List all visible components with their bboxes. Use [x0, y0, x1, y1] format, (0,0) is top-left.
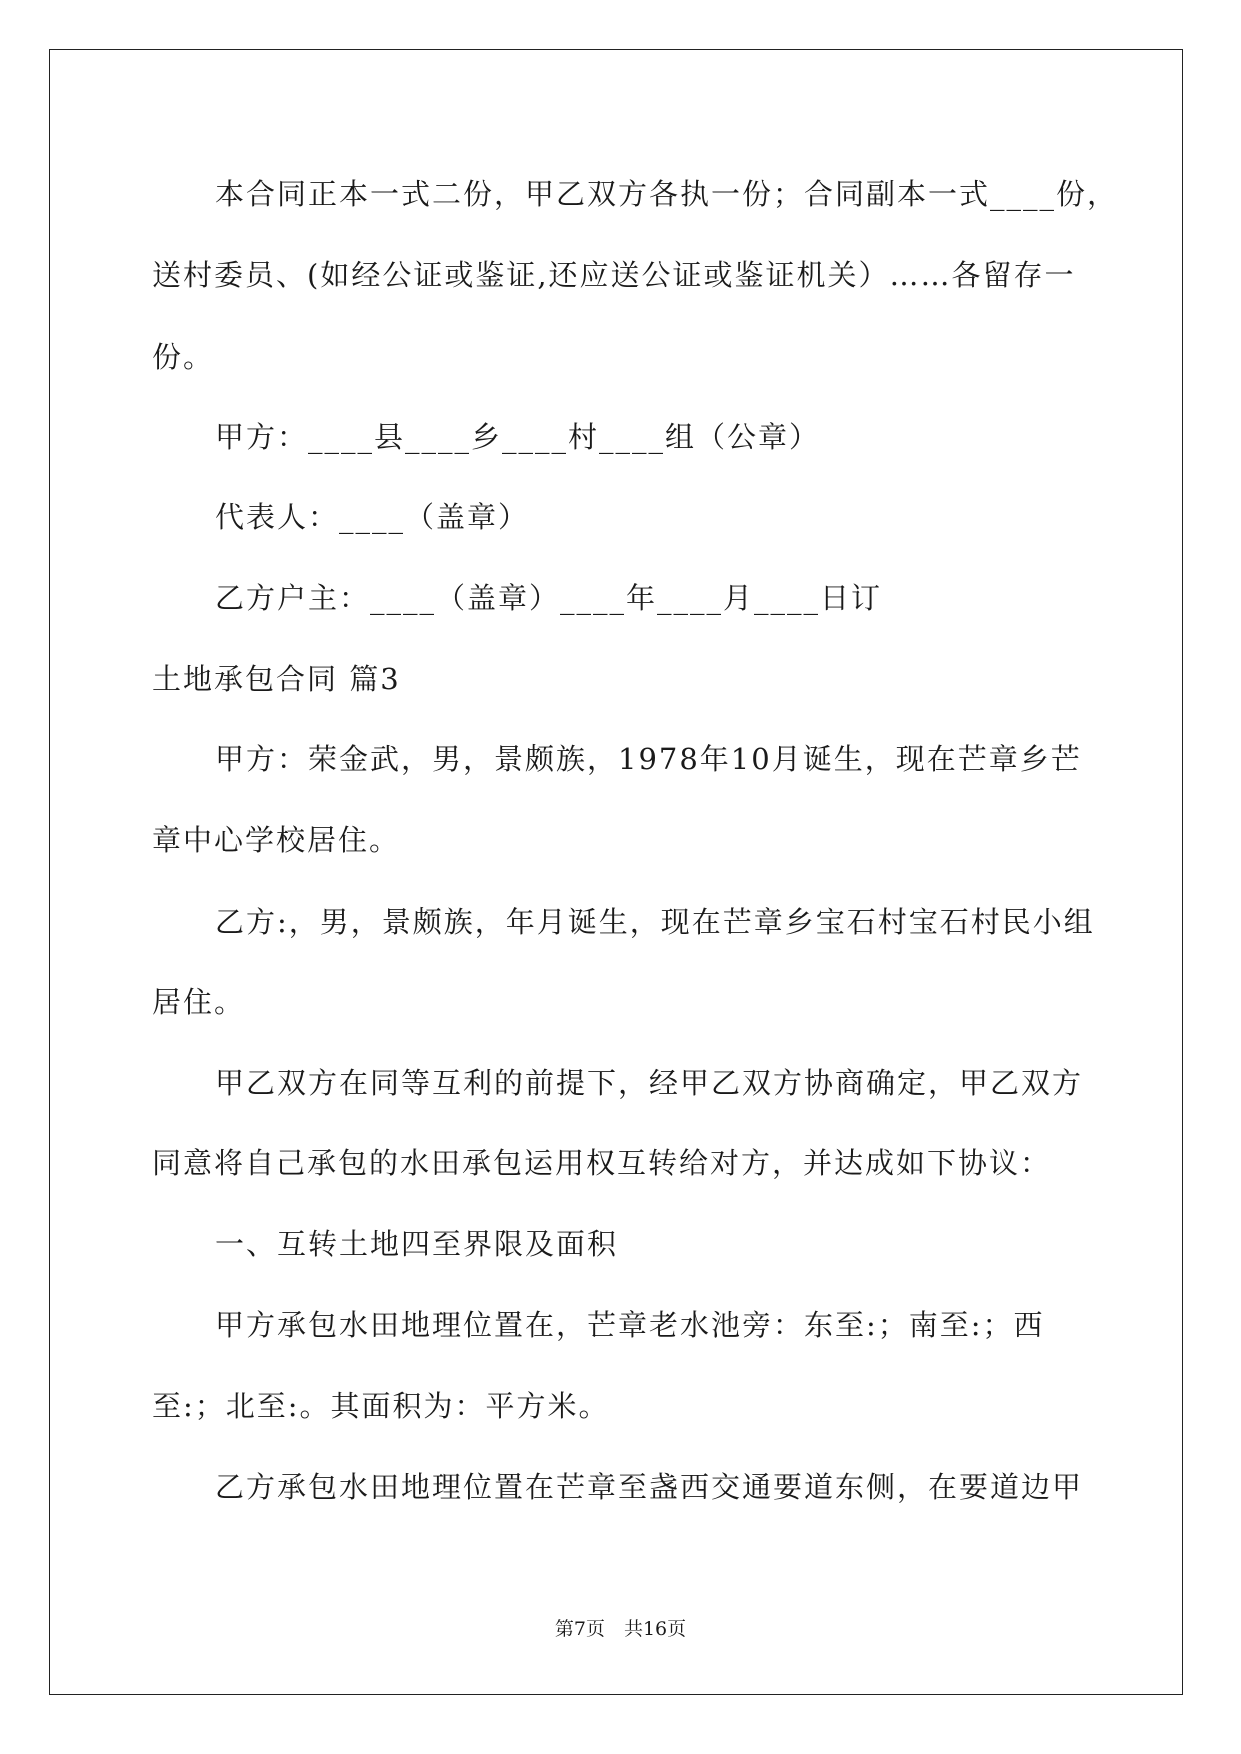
paragraph-line: 甲乙双方在同等互利的前提下，经甲乙双方协商确定，甲乙双方: [215, 1066, 1084, 1100]
paragraph-line: 乙方:，男，景颇族，年月诞生，现在芒章乡宝石村宝石村民小组: [215, 905, 1095, 939]
page-border: [49, 49, 1183, 1695]
party-a-seal-line: 甲方：____县____乡____村____组（公章）: [215, 420, 821, 454]
paragraph-line: 甲方承包水田地理位置在，芒章老水池旁：东至:；南至:；西: [215, 1308, 1045, 1342]
paragraph-line: 章中心学校居住。: [152, 823, 401, 857]
paragraph-line: 居住。: [152, 985, 246, 1019]
party-b-signature-line: 乙方户主：____（盖章）____年____月____日订: [215, 581, 883, 615]
page-number-footer: 第7页 共16页: [554, 1618, 687, 1640]
clause-heading: 一、互转土地四至界限及面积: [215, 1227, 619, 1261]
paragraph-line: 送村委员、(如经公证或鉴证,还应送公证或鉴证机关）……各留存一: [152, 258, 1076, 292]
paragraph-line: 乙方承包水田地理位置在芒章至盏西交通要道东侧，在要道边甲: [215, 1470, 1084, 1504]
paragraph-line: 同意将自己承包的水田承包运用权互转给对方，并达成如下协议：: [152, 1146, 1052, 1180]
paragraph-line: 本合同正本一式二份，甲乙双方各执一份；合同副本一式____份，: [215, 177, 1119, 211]
paragraph-line: 甲方：荣金武，男，景颇族，1978年10月诞生，现在芒章乡芒: [215, 742, 1082, 776]
representative-line: 代表人：____（盖章）: [215, 500, 530, 534]
paragraph-line: 至:；北至:。其面积为：平方米。: [152, 1389, 610, 1423]
paragraph-line: 份。: [152, 340, 215, 374]
section-heading: 土地承包合同 篇3: [152, 662, 401, 696]
